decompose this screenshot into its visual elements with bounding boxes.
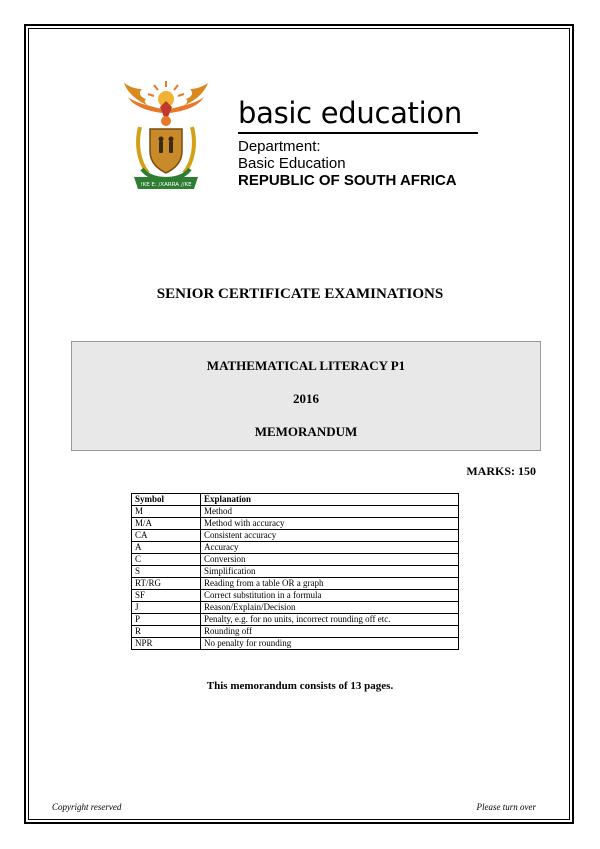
symbols-table: [131, 493, 459, 650]
explanation-cell: Consistent accuracy: [201, 530, 459, 542]
logo-wordmark: basic education: [238, 96, 462, 130]
explanation-cell: Method with accuracy: [201, 518, 459, 530]
header-symbol: Symbol: [132, 494, 201, 506]
symbol-cell: M: [132, 506, 201, 518]
logo-divider: [238, 132, 478, 134]
table-row: [132, 506, 459, 518]
symbol-cell: J: [132, 602, 201, 614]
explanation-cell: Reason/Explain/Decision: [201, 602, 459, 614]
footer-turn-over: Please turn over: [476, 802, 536, 812]
table-header-row: [132, 494, 459, 506]
explanation-cell: Rounding off: [201, 626, 459, 638]
table-row: [132, 578, 459, 590]
symbol-cell: RT/RG: [132, 578, 201, 590]
table-row: [132, 602, 459, 614]
symbol-cell: R: [132, 626, 201, 638]
explanation-cell: Reading from a table OR a graph: [201, 578, 459, 590]
symbol-cell: P: [132, 614, 201, 626]
page-count-note: This memorandum consists of 13 pages.: [206, 680, 394, 692]
department-label: Department:: [238, 137, 321, 155]
explanation-cell: Penalty, e.g. for no units, incorrect rounding off etc.: [201, 614, 459, 626]
explanation-cell: No penalty for rounding: [201, 638, 459, 650]
table-row: [132, 518, 459, 530]
symbol-cell: SF: [132, 590, 201, 602]
explanation-cell: Conversion: [201, 554, 459, 566]
explanation-cell: Method: [201, 506, 459, 518]
table-row: [132, 626, 459, 638]
table-row: [132, 590, 459, 602]
symbol-cell: NPR: [132, 638, 201, 650]
total-marks: MARKS: 150: [466, 464, 536, 478]
symbol-cell: CA: [132, 530, 201, 542]
department-name: Basic Education: [238, 154, 346, 172]
table-row: [132, 530, 459, 542]
symbol-cell: M/A: [132, 518, 201, 530]
country-name: REPUBLIC OF SOUTH AFRICA: [238, 171, 457, 189]
explanation-cell: Correct substitution in a formula: [201, 590, 459, 602]
coat-of-arms-icon: [118, 77, 214, 195]
table-row: [132, 542, 459, 554]
table-row: [132, 614, 459, 626]
subject-title: MATHEMATICAL LITERACY P1: [206, 358, 406, 373]
exam-year: 2016: [293, 391, 319, 406]
symbol-cell: A: [132, 542, 201, 554]
crest-motto: !KE E: /XARRA //KE: [140, 182, 192, 188]
exam-heading: SENIOR CERTIFICATE EXAMINATIONS: [156, 286, 444, 302]
document-type: MEMORANDUM: [254, 424, 358, 439]
explanation-cell: Simplification: [201, 566, 459, 578]
table-row: [132, 554, 459, 566]
explanation-cell: Accuracy: [201, 542, 459, 554]
symbol-cell: S: [132, 566, 201, 578]
title-box: [71, 341, 541, 451]
table-row: [132, 566, 459, 578]
symbol-cell: C: [132, 554, 201, 566]
footer-copyright: Copyright reserved: [52, 802, 122, 812]
table-row: [132, 638, 459, 650]
header-explanation: Explanation: [201, 494, 459, 506]
department-logo: [238, 96, 478, 190]
